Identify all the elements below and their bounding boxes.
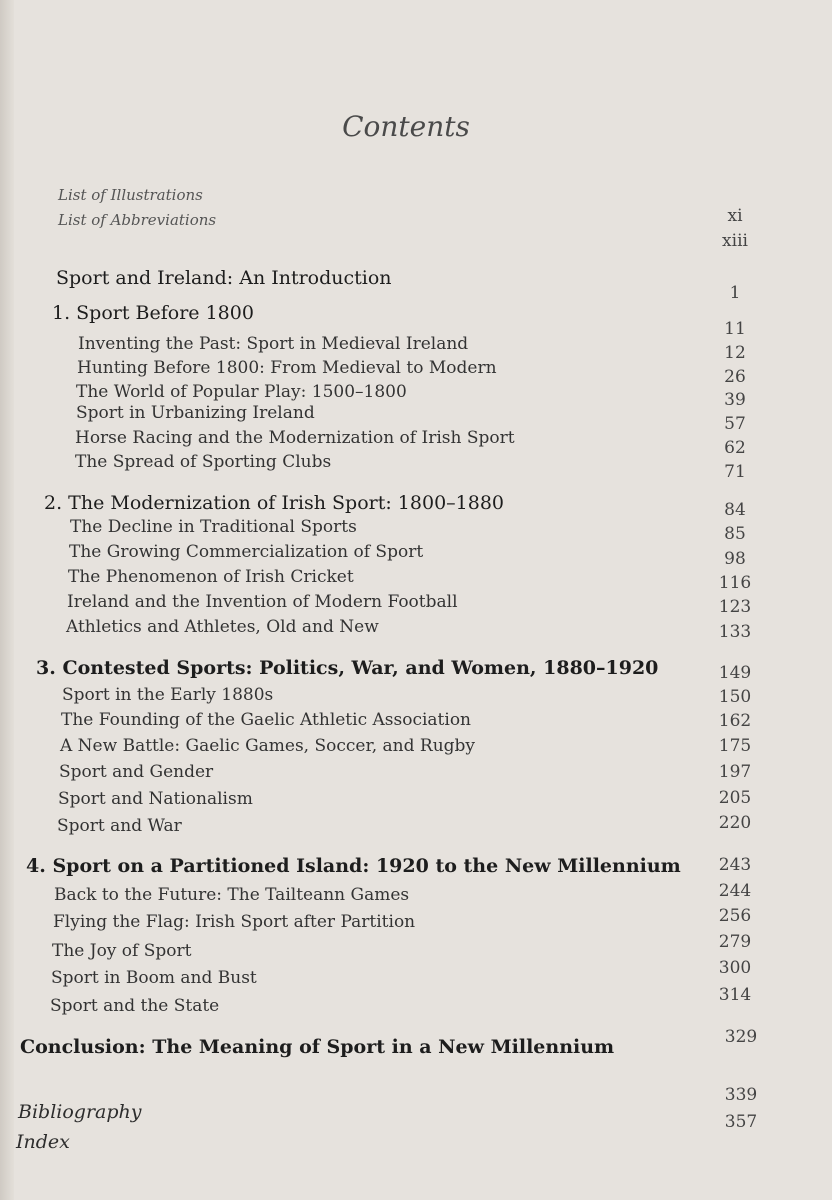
- page-number: xi: [727, 206, 743, 226]
- toc-section: Ireland and the Invention of Modern Football: [67, 592, 458, 612]
- page-number: 162: [718, 711, 752, 731]
- page-number: 12: [724, 343, 746, 363]
- page-number: 339: [724, 1085, 758, 1105]
- page-number: 357: [724, 1112, 758, 1132]
- toc-section: The Founding of the Gaelic Athletic Association: [61, 710, 472, 730]
- toc-entry-bibliography: Bibliography: [18, 1101, 142, 1123]
- page-number: 85: [724, 524, 746, 544]
- toc-section: Sport and Nationalism: [58, 789, 253, 809]
- page-number: 84: [724, 500, 746, 520]
- toc-section: Inventing the Past: Sport in Medieval Ireland: [78, 334, 469, 354]
- toc-section: The Joy of Sport: [52, 941, 192, 961]
- page-number: 116: [718, 573, 752, 593]
- page-edge: [0, 0, 14, 1200]
- page-number: 26: [724, 367, 746, 387]
- toc-section: Sport and Gender: [59, 762, 214, 782]
- toc-section: The Decline in Traditional Sports: [70, 517, 357, 537]
- page-number: 150: [718, 687, 752, 707]
- page-number: 123: [718, 597, 752, 617]
- page-number: 133: [718, 622, 752, 642]
- page-number: 71: [724, 462, 746, 482]
- page-number: 300: [718, 958, 752, 978]
- page-number: 1: [729, 283, 741, 303]
- page-number: 11: [724, 319, 746, 339]
- toc-entry-introduction: Sport and Ireland: An Introduction: [56, 267, 392, 289]
- toc-section: Sport and the State: [50, 996, 220, 1016]
- toc-chapter-1: 1. Sport Before 1800: [52, 302, 254, 324]
- toc-section: Sport in the Early 1880s: [62, 685, 274, 705]
- page-number: 279: [718, 932, 752, 952]
- page-number: 220: [718, 813, 752, 833]
- toc-entry-abbreviations: List of Abbreviations: [58, 211, 217, 229]
- page-number: 149: [718, 663, 752, 683]
- page-number: 39: [724, 390, 746, 410]
- page-number: 98: [724, 549, 746, 569]
- toc-section: Athletics and Athletes, Old and New: [66, 617, 379, 637]
- toc-entry-index: Index: [16, 1131, 70, 1153]
- toc-section: Sport and War: [57, 816, 182, 836]
- toc-entry-illustrations: List of Illustrations: [58, 186, 203, 204]
- page-number: xiii: [722, 231, 748, 251]
- toc-section: The Phenomenon of Irish Cricket: [68, 567, 354, 587]
- page-number: 57: [724, 414, 746, 434]
- page-number: 244: [718, 881, 752, 901]
- toc-section: Flying the Flag: Irish Sport after Partition: [53, 912, 416, 932]
- toc-section: The Growing Commercialization of Sport: [69, 542, 424, 562]
- page-number: 256: [718, 906, 752, 926]
- toc-chapter-3: 3. Contested Sports: Politics, War, and Women, 1880–1920: [36, 657, 659, 679]
- toc-section: Back to the Future: The Tailteann Games: [54, 885, 410, 905]
- toc-section: Sport in Boom and Bust: [51, 968, 257, 988]
- page-number: 329: [724, 1027, 758, 1047]
- toc-section: Horse Racing and the Modernization of Irish Sport: [75, 428, 515, 448]
- page-number: 197: [718, 762, 752, 782]
- toc-chapter-2: 2. The Modernization of Irish Sport: 1800–1880: [44, 492, 505, 514]
- page-number: 175: [718, 736, 752, 756]
- page-number: 205: [718, 788, 752, 808]
- toc-chapter-4: 4. Sport on a Partitioned Island: 1920 to the New Millennium: [26, 855, 681, 877]
- page-number: 62: [724, 438, 746, 458]
- toc-section: A New Battle: Gaelic Games, Soccer, and Rugby: [60, 736, 476, 756]
- page-number: 243: [718, 855, 752, 875]
- toc-section: Hunting Before 1800: From Medieval to Modern: [77, 358, 497, 378]
- page-number: 314: [718, 985, 752, 1005]
- toc-entry-conclusion: Conclusion: The Meaning of Sport in a New Millennium: [20, 1036, 615, 1058]
- page-title: Contents: [342, 110, 470, 143]
- toc-section: Sport in Urbanizing Ireland: [76, 403, 315, 423]
- toc-section: The Spread of Sporting Clubs: [75, 452, 332, 472]
- toc-section: The World of Popular Play: 1500–1800: [76, 382, 407, 402]
